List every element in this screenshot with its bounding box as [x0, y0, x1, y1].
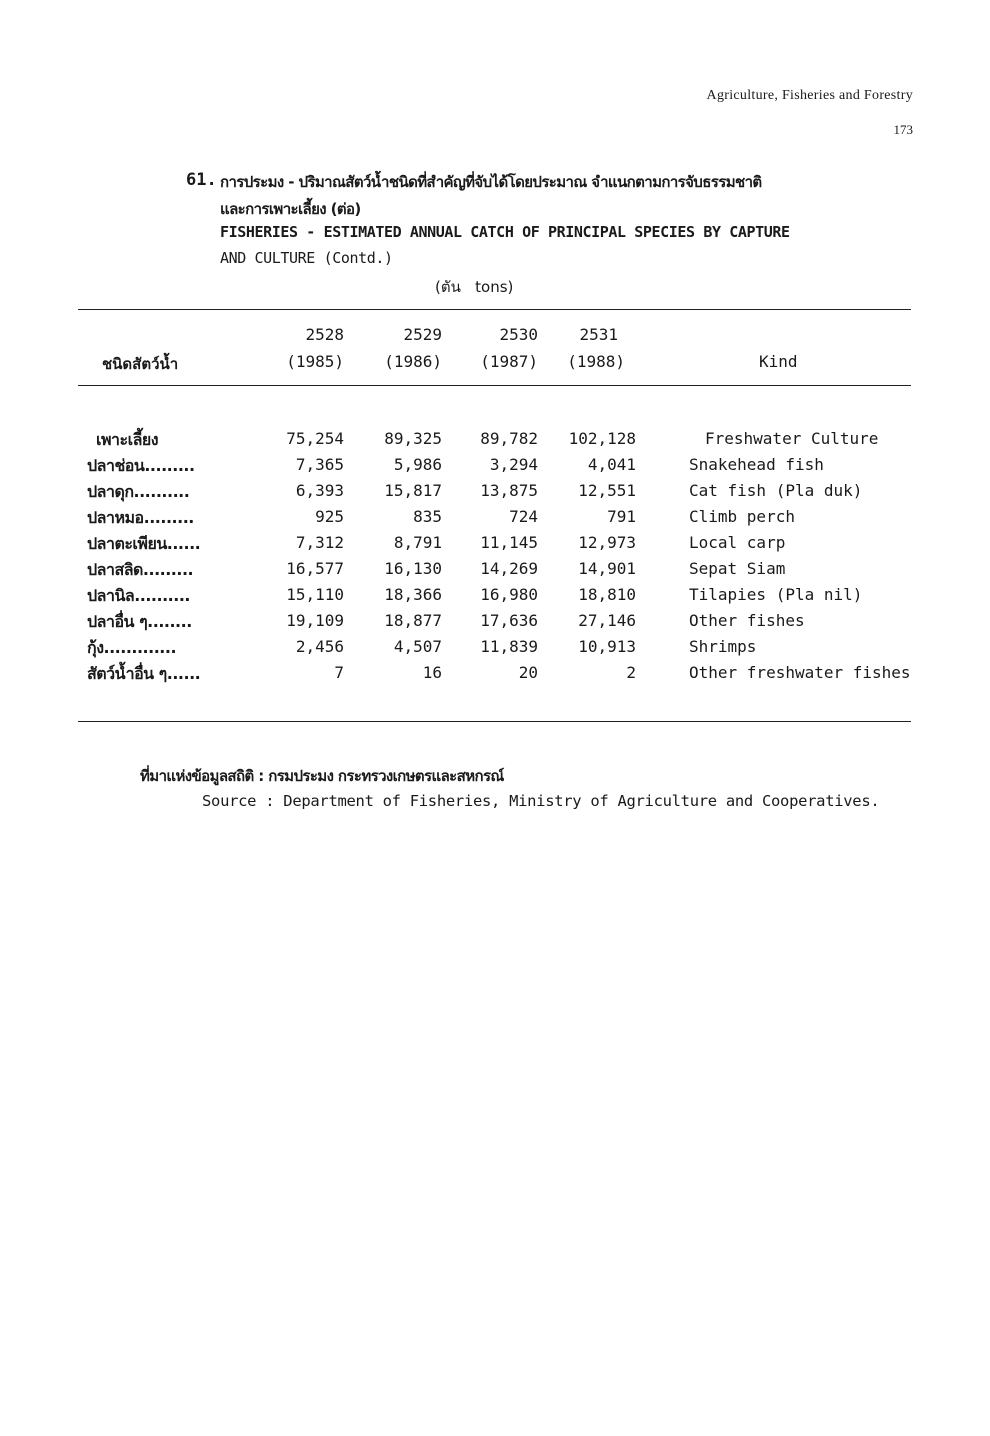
header-year-ad: (1985) [286, 352, 344, 371]
cell-value: 6,393 [295, 481, 344, 500]
table-bottom-rule [78, 721, 911, 722]
header-thai-kind: ชนิดสัตว์น้ำ [102, 355, 179, 373]
cell-value: 11,839 [480, 637, 538, 656]
cell-value: 3,294 [489, 455, 538, 474]
row-kind: Tilapies (Pla nil) [689, 585, 863, 604]
header-year-ad: (1988) [567, 352, 625, 371]
cell-value: 16,980 [480, 585, 538, 604]
cell-value: 835 [413, 507, 442, 526]
row-kind: Other fishes [689, 611, 805, 630]
cell-value: 5,986 [393, 455, 442, 474]
title-english-line1: FISHERIES - ESTIMATED ANNUAL CATCH OF PRINCIPAL SPECIES BY CAPTURE [220, 223, 790, 241]
cell-value: 4,041 [587, 455, 636, 474]
cell-value: 7,365 [295, 455, 344, 474]
cell-value: 724 [509, 507, 538, 526]
title-thai-line2: และการเพาะเลี้ยง (ต่อ) [220, 200, 361, 218]
row-thai-label: ปลาสลิด......... [87, 560, 194, 579]
cell-value: 2 [626, 663, 636, 682]
row-kind: Sepat Siam [689, 559, 786, 578]
cell-value: 16,130 [384, 559, 442, 578]
row-thai-label: กุ้ง............. [87, 638, 177, 657]
cell-value: 19,109 [286, 611, 344, 630]
header-year-be: 2530 [499, 325, 538, 344]
cell-value: 18,366 [384, 585, 442, 604]
row-thai-label: ปลานิล.......... [87, 586, 190, 605]
title-english-line2: AND CULTURE (Contd.) [220, 249, 393, 267]
row-thai-label: สัตว์น้ำอื่น ๆ...... [87, 664, 201, 683]
header-year-be: 2528 [305, 325, 344, 344]
row-thai-label: ปลาหมอ......... [87, 508, 194, 527]
cell-value: 2,456 [295, 637, 344, 656]
header-year-be: 2531 [579, 325, 618, 344]
row-kind: Cat fish (Pla duk) [689, 481, 863, 500]
row-kind: Snakehead fish [689, 455, 824, 474]
row-kind: Local carp [689, 533, 786, 552]
header-year-ad: (1987) [480, 352, 538, 371]
cell-value: 7 [334, 663, 344, 682]
cell-value: 12,551 [578, 481, 636, 500]
cell-value: 11,145 [480, 533, 538, 552]
table-top-rule [78, 309, 911, 310]
cell-value: 791 [607, 507, 636, 526]
page-number: 173 [893, 122, 913, 137]
cell-value: 27,146 [578, 611, 636, 630]
cell-value: 89,325 [384, 429, 442, 448]
source-thai: ที่มาแห่งข้อมูลสถิติ : กรมประมง กระทรวงเกษตรและสหกรณ์ [140, 767, 504, 785]
cell-value: 16 [422, 663, 442, 682]
header-kind: Kind [759, 352, 798, 371]
cell-value: 14,901 [578, 559, 636, 578]
cell-value: 102,128 [568, 429, 636, 448]
cell-value: 18,810 [578, 585, 636, 604]
header-year-be: 2529 [403, 325, 442, 344]
cell-value: 925 [315, 507, 344, 526]
source-english: Source : Department of Fisheries, Ministry of Agriculture and Cooperatives. [202, 792, 880, 810]
row-kind: Climb perch [689, 507, 795, 526]
unit-label: (ตัน tons) [435, 278, 514, 296]
cell-value: 15,817 [384, 481, 442, 500]
cell-value: 20 [518, 663, 538, 682]
cell-value: 17,636 [480, 611, 538, 630]
row-thai-label: ปลาช่อน......... [87, 456, 195, 475]
cell-value: 15,110 [286, 585, 344, 604]
header-year-ad: (1986) [384, 352, 442, 371]
row-thai-label: ปลาตะเพียน...... [87, 534, 201, 553]
cell-value: 13,875 [480, 481, 538, 500]
running-header: Agriculture, Fisheries and Forestry [706, 88, 913, 103]
cell-value: 8,791 [393, 533, 442, 552]
cell-value: 10,913 [578, 637, 636, 656]
row-kind: Freshwater Culture [705, 429, 879, 448]
cell-value: 18,877 [384, 611, 442, 630]
cell-value: 16,577 [286, 559, 344, 578]
cell-value: 4,507 [393, 637, 442, 656]
row-thai-label: เพาะเลี้ยง [96, 430, 159, 449]
table-header-rule [78, 385, 911, 386]
cell-value: 12,973 [578, 533, 636, 552]
cell-value: 89,782 [480, 429, 538, 448]
title-thai-line1: การประมง - ปริมาณสัตว์น้ำชนิดที่สำคัญที่จับได้โดยประมาณ จำแนกตามการจับธรรมชาติ [220, 173, 762, 191]
cell-value: 75,254 [286, 429, 344, 448]
table-number: 61. [186, 170, 217, 190]
cell-value: 14,269 [480, 559, 538, 578]
row-kind: Other freshwater fishes [689, 663, 911, 682]
row-thai-label: ปลาดุก.......... [87, 482, 190, 501]
cell-value: 7,312 [295, 533, 344, 552]
row-thai-label: ปลาอื่น ๆ........ [87, 612, 192, 631]
row-kind: Shrimps [689, 637, 757, 656]
